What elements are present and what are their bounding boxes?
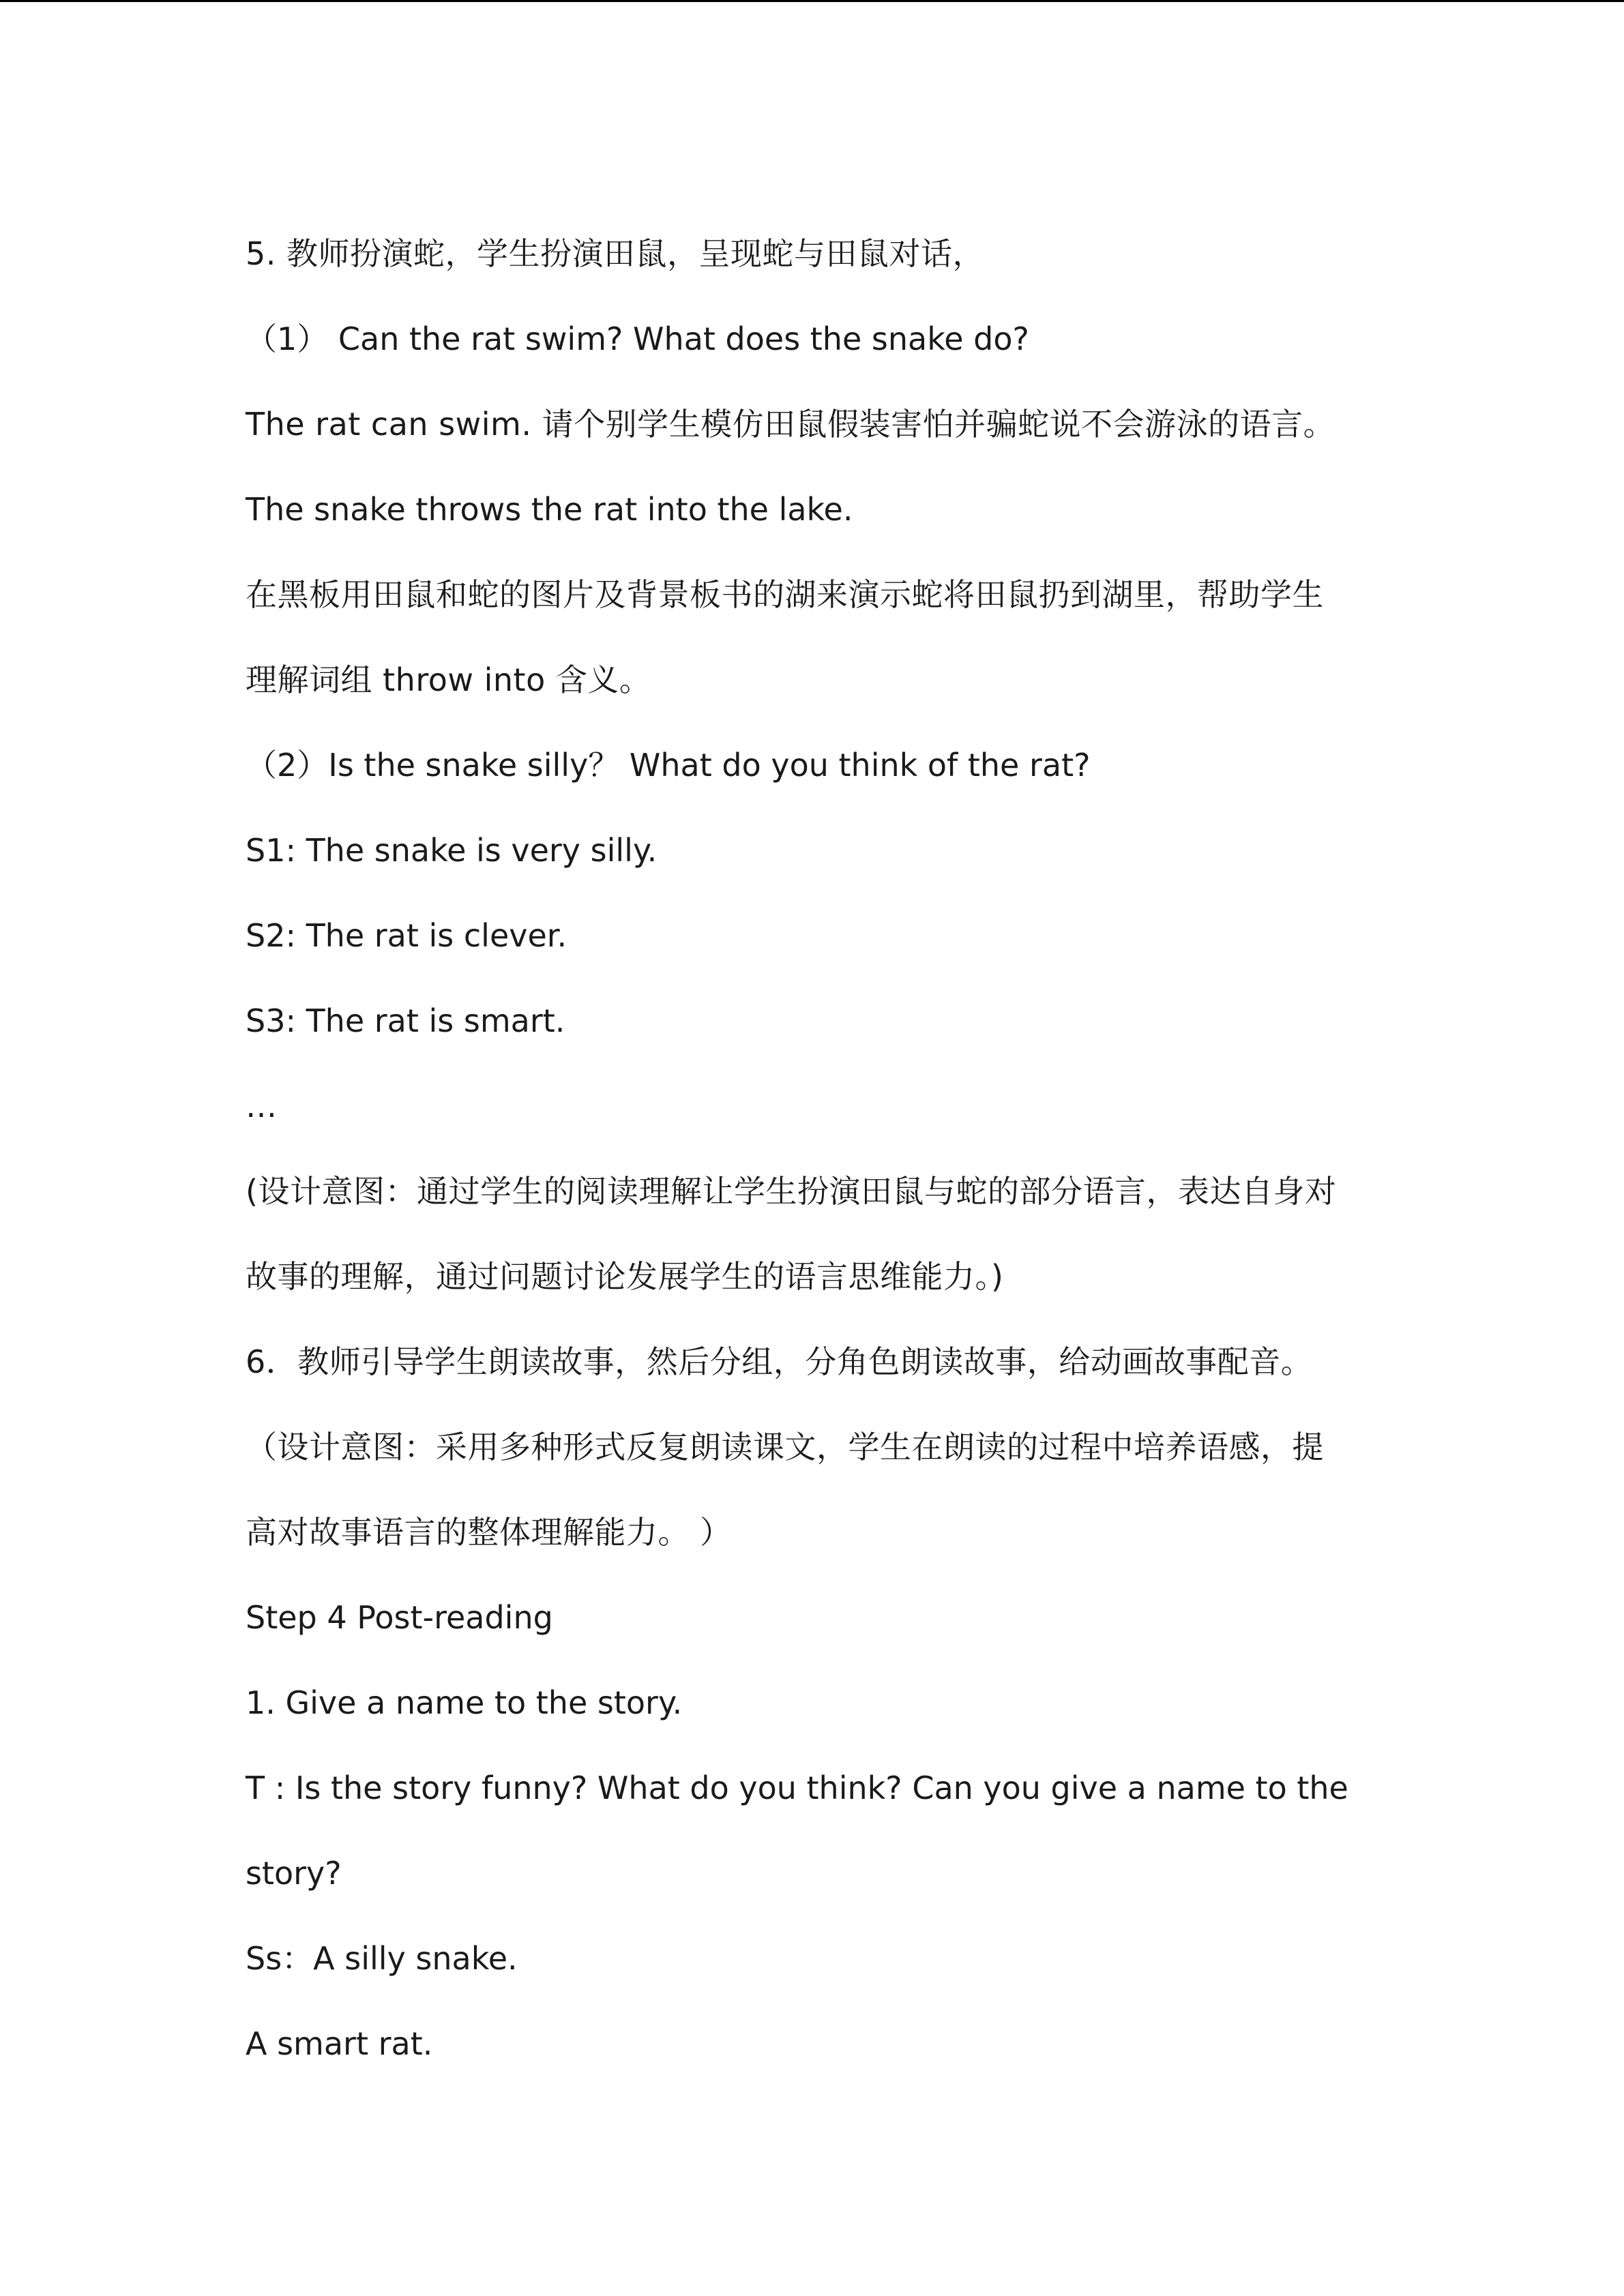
question-1: （1） Can the rat swim? What does the snake do? [246,320,1029,357]
design-intent-2-cont: 高对故事语言的整体理解能力。 ） [246,1514,732,1551]
question-2: （2）Is the snake silly？ What do you think of the rat? [246,747,1091,784]
blackboard-demo-text: 在黑板用田鼠和蛇的图片及背景板书的湖来演示蛇将田鼠扔到湖里，帮助学生 [246,576,1324,613]
teacher-question: T : Is the story funny? What do you think? Can you give a name to the [246,1770,1348,1806]
students-answer-1: Ss：A silly snake. [246,1940,518,1977]
teacher-question-cont: story? [246,1855,342,1892]
student-answer-s1: S1: The snake is very silly. [246,832,658,869]
design-intent-1: (设计意图：通过学生的阅读理解让学生扮演田鼠与蛇的部分语言，表达自身对 [246,1173,1337,1210]
activity-1: 1. Give a name to the story. [246,1684,683,1721]
design-intent-1-cont: 故事的理解，通过问题讨论发展学生的语言思维能力。) [246,1258,1004,1295]
step-5-heading: 5. 教师扮演蛇，学生扮演田鼠，呈现蛇与田鼠对话， [246,235,985,272]
blackboard-demo-text-cont: 理解词组 throw into 含义。 [246,661,651,698]
answer-rat-can-swim: The rat can swim. 请个别学生模仿田鼠假装害怕并骗蛇说不会游泳的语言。 [246,406,1335,443]
students-answer-2: A smart rat. [246,2025,433,2062]
step-4-heading: Step 4 Post-reading [246,1599,553,1636]
top-border-rule [0,0,1624,2]
document-body [246,211,1391,2087]
step-6-heading: 6．教师引导学生朗读故事，然后分组，分角色朗读故事，给动画故事配音。 [246,1343,1313,1380]
answer-snake-throws: The snake throws the rat into the lake. [246,491,853,528]
student-answer-s2: S2: The rat is clever. [246,917,567,954]
design-intent-2: （设计意图：采用多种形式反复朗读课文，学生在朗读的过程中培养语感，提 [246,1429,1324,1465]
ellipsis: … [246,1088,277,1124]
student-answer-s3: S3: The rat is smart. [246,1002,565,1039]
